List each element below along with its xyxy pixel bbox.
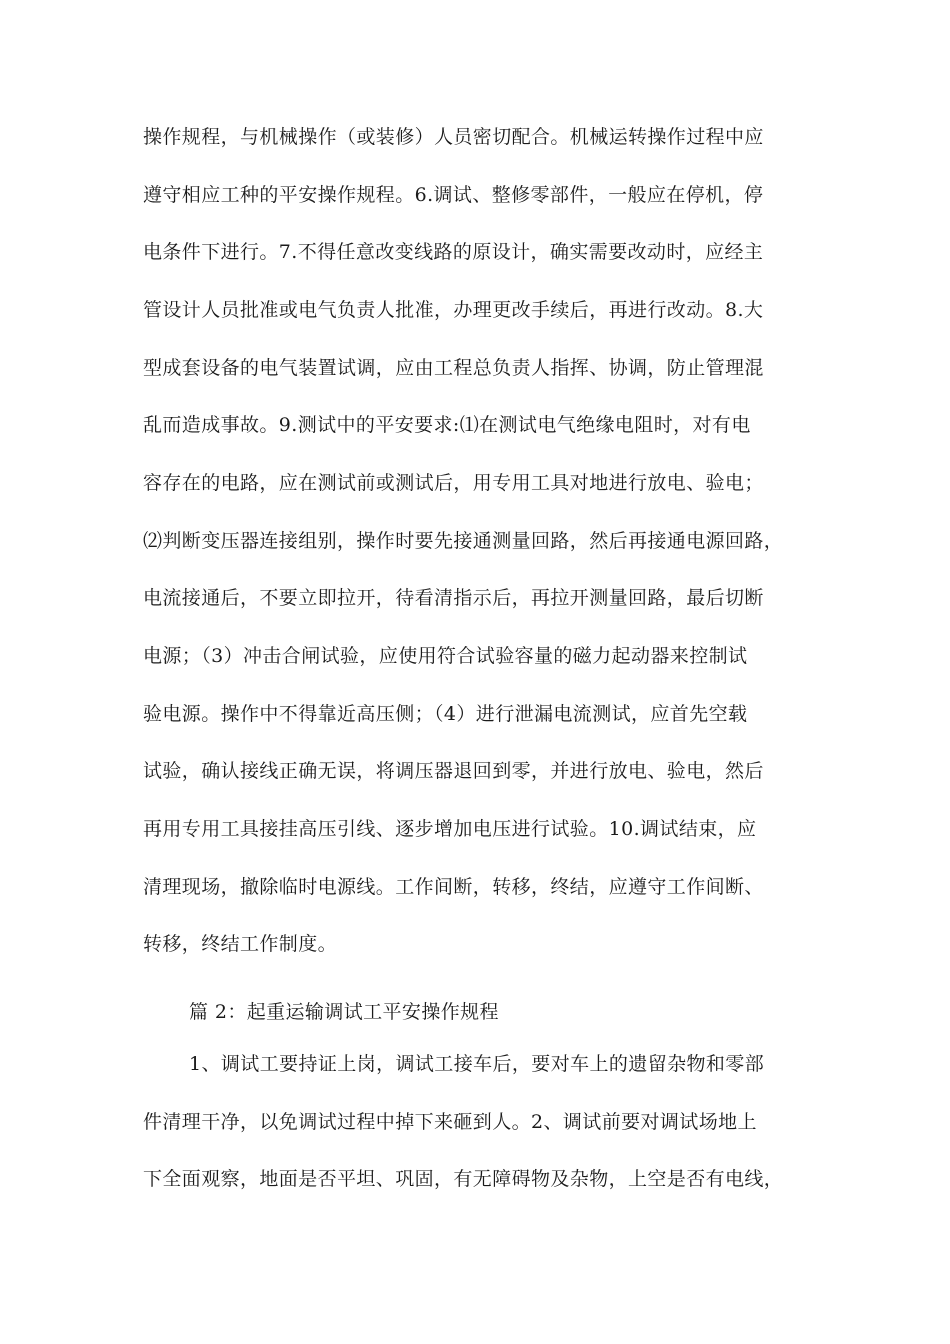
section-heading: 篇 2：起重运输调试工平安操作规程 [189,1001,499,1023]
body-line: 电条件下进行。7.不得任意改变线路的原设计，确实需要改动时，应经主 [143,241,764,263]
section-line: 件清理干净，以免调试过程中掉下来砸到人。2、调试前要对调试场地上 [143,1111,757,1133]
body-line: 乱而造成事故。9.测试中的平安要求:⑴在测试电气绝缘电阻时，对有电 [143,414,751,436]
body-line: 容存在的电路，应在测试前或测试后，用专用工具对地进行放电、验电； [143,472,764,494]
body-line: 验电源。操作中不得靠近高压侧；（4）进行泄漏电流测试，应首先空载 [143,703,748,725]
body-line: 试验，确认接线正确无误，将调压器退回到零，并进行放电、验电，然后 [143,760,764,782]
body-line: 电流接通后，不要立即拉开，待看清指示后，再拉开测量回路，最后切断 [143,587,764,609]
body-line: 清理现场，撤除临时电源线。工作间断，转移，终结，应遵守工作间断、 [143,876,764,898]
body-line: 电源；（3）冲击合闸试验，应使用符合试验容量的磁力起动器来控制试 [143,645,748,667]
body-line: 型成套设备的电气装置试调，应由工程总负责人指挥、协调，防止管理混 [143,357,764,379]
body-line: 再用专用工具接挂高压引线、逐步增加电压进行试验。10.调试结束，应 [143,818,757,840]
body-line: 操作规程，与机械操作（或装修）人员密切配合。机械运转操作过程中应 [143,126,764,148]
body-line: 遵守相应工种的平安操作规程。6.调试、整修零部件，一般应在停机，停 [143,184,764,206]
body-line: 转移，终结工作制度。 [143,933,338,955]
body-line: ⑵判断变压器连接组别，操作时要先接通测量回路，然后再接通电源回路， [143,530,784,552]
section-line: 1、调试工要持证上岗，调试工接车后，要对车上的遗留杂物和零部 [189,1053,765,1075]
body-line: 管设计人员批准或电气负责人批准，办理更改手续后，再进行改动。8.大 [143,299,764,321]
section-line: 下全面观察，地面是否平坦、巩固，有无障碍物及杂物，上空是否有电线， [143,1168,784,1190]
